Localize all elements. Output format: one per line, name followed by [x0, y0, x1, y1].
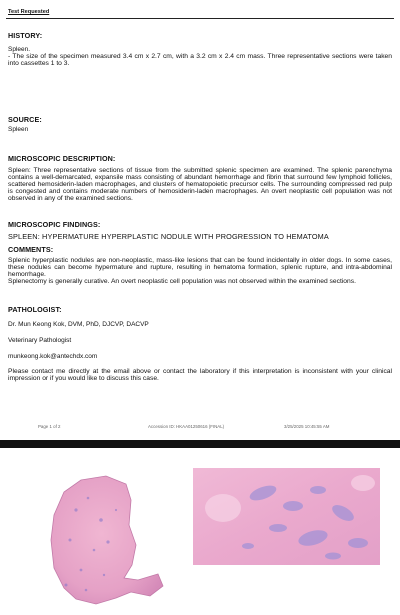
pathologist-contact-note: Please contact me directly at the email above or contact the laboratory if this interpretation is inconsistent with your clinical impression or if you would like to discuss this case. — [8, 368, 392, 383]
microscopic-description-section — [8, 154, 392, 202]
header-rule — [6, 11, 394, 19]
history-line-1: Spleen. — [8, 46, 31, 53]
history-section — [8, 31, 392, 40]
source-value: Spleen — [8, 126, 29, 133]
pathologist-title: Veterinary Pathologist — [8, 337, 72, 344]
pathologist-heading: PATHOLOGIST: — [8, 305, 62, 314]
comments-section — [8, 245, 392, 285]
histology-images-area — [0, 448, 400, 615]
test-requested-label: Test Requested — [8, 9, 50, 15]
source-heading: SOURCE: — [8, 115, 42, 124]
footer-page-number: Page 1 of 2 — [38, 424, 61, 429]
microscopic-findings-heading: MICROSCOPIC FINDINGS: — [8, 220, 101, 229]
footer-accession-id: Accession ID: HKAA01250616 (FINAL) — [148, 424, 225, 429]
pathologist-name-text: Dr. Mun Keong Kok, DVM, PhD, DJCVP, DACVP — [8, 321, 149, 328]
low-magnification-spleen-image — [46, 470, 166, 605]
history-body — [8, 46, 392, 67]
comments-paragraph-2: Splenectomy is generally curative. An overt neoplastic cell population was not observed within the examined sections. — [8, 278, 356, 286]
history-heading: HISTORY: — [8, 31, 43, 40]
comments-paragraph-1: Splenic hyperplastic nodules are non-neoplastic, mass-like lesions that can be found incidentally in older dogs. In some cases, these nodules can become hypermature and rupture, resulting in hematoma formation, splenic rupture, and intra-abdominal hemorrhage. — [8, 257, 392, 279]
high-magnification-spleen-image — [193, 468, 380, 565]
microscopic-findings-section — [8, 220, 392, 241]
pathologist-email[interactable]: munkeong.kok@antechdx.com — [8, 353, 98, 360]
microscopic-description-heading: MICROSCOPIC DESCRIPTION: — [8, 154, 116, 163]
comments-heading: COMMENTS: — [8, 245, 54, 254]
footer-timestamp: 3/25/2025 10:45:55 AM — [284, 424, 330, 429]
microscopic-description-text: Spleen: Three representative sections of tissue from the submitted splenic specimen are examined. The splenic parenchyma contains a well-demarcated, expansile mass consisting of abundant hemorrhage and fibrin that surround few lymphoid follicles, scattered hemosiderin-laden macrophages, and clusters of hematopoietic precursor cells. The surrounding compressed red pulp is congested and contains moderate numbers of hemosiderin-laden macrophages. An overt neoplastic cell population was not observed in any of the examined sections. — [8, 167, 392, 203]
microscopic-findings-text: SPLEEN: HYPERMATURE HYPERPLASTIC NODULE WITH PROGRESSION TO HEMATOMA — [8, 232, 329, 241]
history-line-2: - The size of the specimen measured 3.4 cm x 2.7 cm, with a 3.2 cm x 2.4 cm mass. Three representative sections were taken into cassettes 1 to 3. — [8, 53, 392, 68]
pathologist-section — [8, 305, 392, 314]
source-section — [8, 115, 392, 133]
page-divider — [0, 440, 400, 448]
